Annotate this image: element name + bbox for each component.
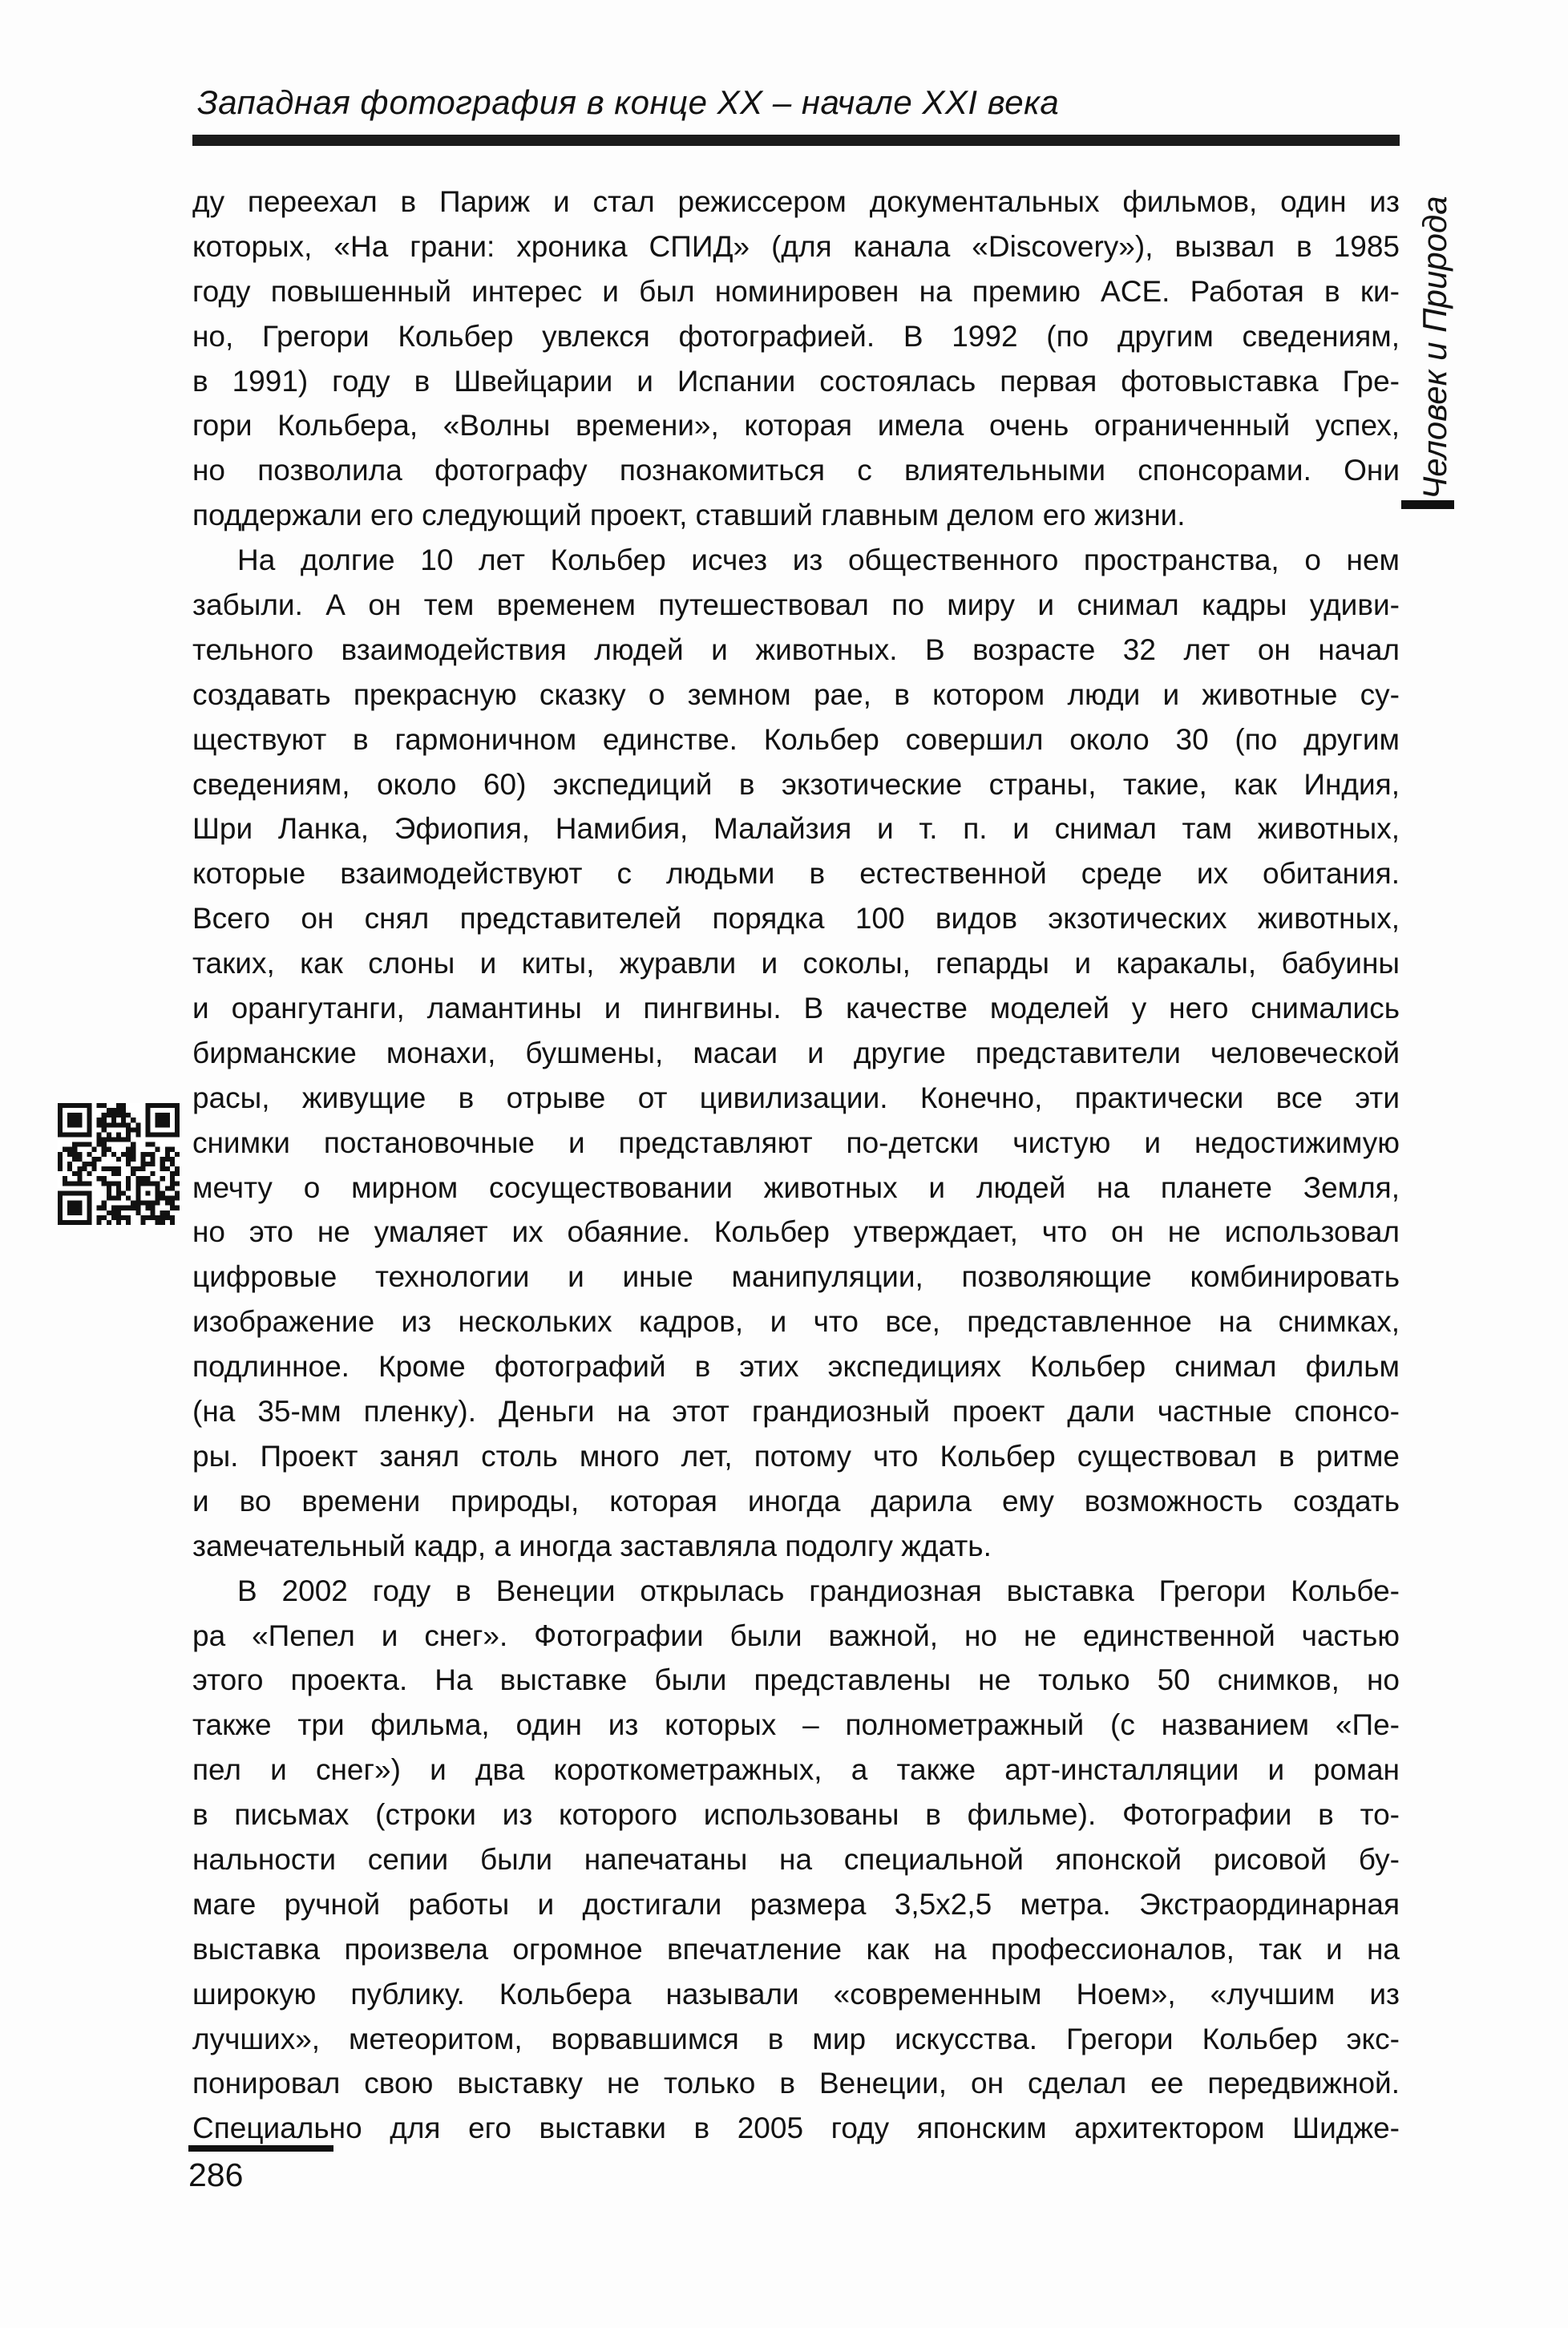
text-line: выставка произвела огромное впечатление как на профессионалов, так и на (192, 1932, 1400, 1966)
text-line: бирманские монахи, бушмены, масаи и другие представители человеческой (192, 1036, 1400, 1069)
text-line: и орангутанги, ламантины и пингвины. В качестве моделей у него снимались (192, 992, 1400, 1025)
text-line: Специально для его выставки в 2005 году японским архитектором Шидже- (192, 2112, 1400, 2145)
text-line: Шри Ланка, Эфиопия, Намибия, Малайзия и т. п. и снимал там животных, (192, 812, 1400, 846)
text-line: году повышенный интерес и был номинировен на премию ACE. Работая в ки- (192, 274, 1400, 308)
text-line: забыли. А он тем временем путешествовал по миру и снимал кадры удиви- (192, 588, 1400, 622)
text-line: этого проекта. На выставке были представлены не только 50 снимков, но (192, 1663, 1400, 1697)
text-line: поддержали его следующий проект, ставший главным делом его жизни. (192, 499, 1186, 532)
text-line: ры. Проект занял столь много лет, потому что Кольбер существовал в ритме (192, 1439, 1400, 1473)
text-line: понировал свою выставку не только в Венеции, он сделал ее передвижной. (192, 2067, 1400, 2100)
text-line: гори Кольбера, «Волны времени», которая имела очень ограниченный успех, (192, 409, 1400, 443)
section-sidebar-label: Человек и Природа (1416, 196, 1453, 499)
body-text (192, 180, 1400, 2151)
text-line: создавать прекрасную сказку о земном рае, в котором люди и животные су- (192, 677, 1400, 711)
sidebar-tab-marker (1401, 500, 1454, 509)
running-header-title: Западная фотография в конце XX – начале XXI века (197, 83, 1060, 121)
text-line: ществуют в гармоничном единстве. Кольбер совершил около 30 (по другим (192, 722, 1400, 756)
text-line: снимки постановочные и представляют по-детски чистую и недостижимую (192, 1126, 1400, 1159)
text-line: (на 35-мм пленку). Деньги на этот грандиозный проект дали частные спонсо- (192, 1395, 1400, 1429)
text-line: но позволила фотографу познакомиться с влиятельными спонсорами. Они (192, 454, 1400, 487)
text-line: но, Грегори Кольбер увлекся фотографией. В 1992 (по другим сведениям, (192, 319, 1400, 353)
qr-code-icon (58, 1103, 180, 1225)
text-line: подлинное. Кроме фотографий в этих экспедициях Кольбер снимал фильм (192, 1350, 1400, 1384)
text-line: которых, «На грани: хроника СПИД» (для канала «Discovery»), вызвал в 1985 (192, 229, 1400, 263)
text-line: также три фильма, один из которых – полнометражный (с названием «Пе- (192, 1708, 1400, 1742)
text-line: изображение из нескольких кадров, и что все, представленное на снимках, (192, 1305, 1400, 1339)
text-line: расы, живущие в отрыве от цивилизации. Конечно, практически все эти (192, 1081, 1400, 1114)
text-line: маге ручной работы и достигали размера 3,5х2,5 метра. Экстраординарная (192, 1887, 1400, 1921)
text-line: мечту о мирном сосуществовании животных и людей на планете Земля, (192, 1170, 1400, 1204)
text-line: нальности сепии были напечатаны на специальной японской рисовой бу- (192, 1842, 1400, 1876)
text-line: широкую публику. Кольбера называли «современным Ноем», «лучшим из (192, 1977, 1400, 2011)
text-line: В 2002 году в Венеции открылась грандиозная выставка Грегори Кольбе- (237, 1574, 1400, 1607)
footer-rule (188, 2145, 333, 2152)
header-rule (192, 135, 1400, 146)
text-line: Всего он снял представителей порядка 100 видов экзотических животных, (192, 902, 1400, 936)
text-line: в письмах (строки из которого использованы в фильме). Фотографии в то- (192, 1798, 1400, 1832)
text-line: ра «Пепел и снег». Фотографии были важной, но не единственной частью (192, 1619, 1400, 1652)
page-number: 286 (188, 2156, 244, 2193)
text-line: которые взаимодействуют с людьми в естественной среде их обитания. (192, 857, 1400, 891)
text-line: в 1991) году в Швейцарии и Испании состоялась первая фотовыставка Гре- (192, 364, 1400, 398)
text-line: но это не умаляет их обаяние. Кольбер утверждает, что он не использовал (192, 1215, 1400, 1249)
text-line: На долгие 10 лет Кольбер исчез из общественного пространства, о нем (237, 544, 1400, 577)
text-line: и во времени природы, которая иногда дарила ему возможность создать (192, 1484, 1400, 1518)
text-line: пел и снег») и два короткометражных, а также арт-инсталляции и роман (192, 1753, 1400, 1787)
text-line: ду переехал в Париж и стал режиссером документальных фильмов, один из (192, 185, 1400, 218)
text-line: тельного взаимодействия людей и животных. В возрасте 32 лет он начал (192, 633, 1400, 666)
text-line: таких, как слоны и киты, журавли и соколы, гепарды и каракалы, бабуины (192, 947, 1400, 980)
text-line: лучших», метеоритом, ворвавшимся в мир искусства. Грегори Кольбер экс- (192, 2022, 1400, 2055)
text-line: сведениям, около 60) экспедиций в экзотические страны, такие, как Индия, (192, 767, 1400, 801)
text-line: замечательный кадр, а иногда заставляла подолгу ждать. (192, 1529, 992, 1562)
text-line: цифровые технологии и иные манипуляции, позволяющие комбинировать (192, 1260, 1400, 1294)
